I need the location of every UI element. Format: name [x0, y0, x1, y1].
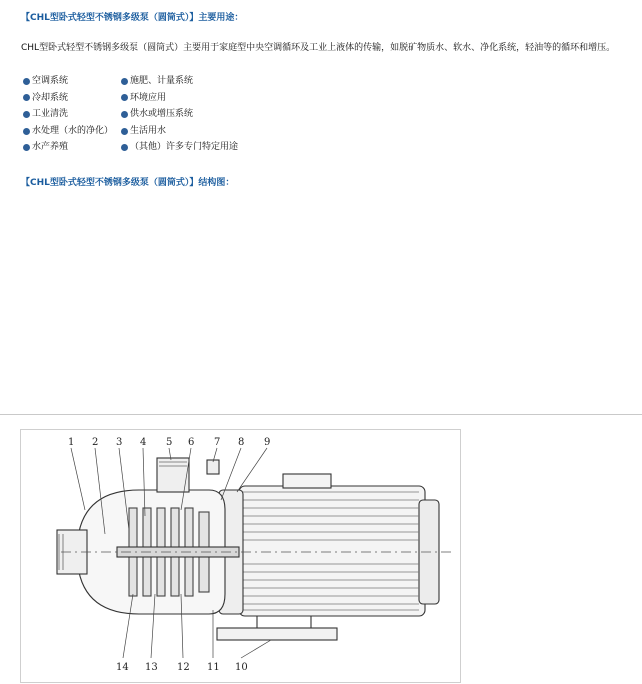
vent-plug	[207, 460, 219, 474]
part-number: 2	[92, 437, 99, 448]
bullet-icon	[23, 94, 30, 101]
description: CHL型卧式轻型不锈钢多级泵（圆筒式）主要用于家庭型中央空调循环及工业上液体的传输，如脱矿物质水、软水、净化系统，轻油等的循环和增压。	[21, 43, 616, 53]
use-item: 空调系统	[23, 73, 121, 90]
bullet-icon	[121, 144, 128, 151]
part-number: 5	[166, 437, 173, 448]
divider	[0, 414, 642, 415]
part-number: 11	[207, 662, 220, 673]
part-number: 10	[235, 662, 248, 673]
use-item: 水产养殖	[23, 139, 121, 156]
base-plate	[217, 628, 337, 640]
use-item: （其他）许多专门特定用途	[121, 139, 271, 156]
pump-drawing	[21, 430, 462, 684]
structure-title: 【CHL型卧式轻型不锈钢多级泵（圆筒式）】结构图：	[21, 178, 235, 188]
use-item: 冷却系统	[23, 90, 121, 107]
bullet-icon	[23, 78, 30, 85]
motor-body	[239, 486, 425, 616]
terminal-box	[283, 474, 331, 488]
use-item: 供水或增压系统	[121, 106, 271, 123]
bullet-icon	[23, 111, 30, 118]
part-number: 14	[116, 662, 129, 673]
use-item: 工业清洗	[23, 106, 121, 123]
part-number: 4	[140, 437, 147, 448]
part-number: 9	[264, 437, 271, 448]
motor-feet	[257, 616, 311, 628]
use-item: 水处理（水的净化）	[23, 123, 121, 140]
use-item: 环境应用	[121, 90, 271, 107]
pump-structure-diagram	[20, 429, 461, 683]
outlet-pipe	[157, 458, 189, 492]
bullet-icon	[23, 144, 30, 151]
part-number: 7	[214, 437, 221, 448]
part-number: 6	[188, 437, 195, 448]
bullet-icon	[23, 128, 30, 135]
part-number: 1	[68, 437, 75, 448]
bullet-icon	[121, 78, 128, 85]
bullet-icon	[121, 94, 128, 101]
part-number: 13	[145, 662, 158, 673]
bullet-icon	[121, 128, 128, 135]
part-number: 3	[116, 437, 123, 448]
main-title: 【CHL型卧式轻型不锈钢多级泵（圆筒式）】主要用途：	[21, 13, 244, 23]
bullet-icon	[121, 111, 128, 118]
uses-list	[23, 73, 283, 156]
use-item: 施肥、计量系统	[121, 73, 271, 90]
use-item: 生活用水	[121, 123, 271, 140]
part-number: 12	[177, 662, 190, 673]
part-number: 8	[238, 437, 245, 448]
